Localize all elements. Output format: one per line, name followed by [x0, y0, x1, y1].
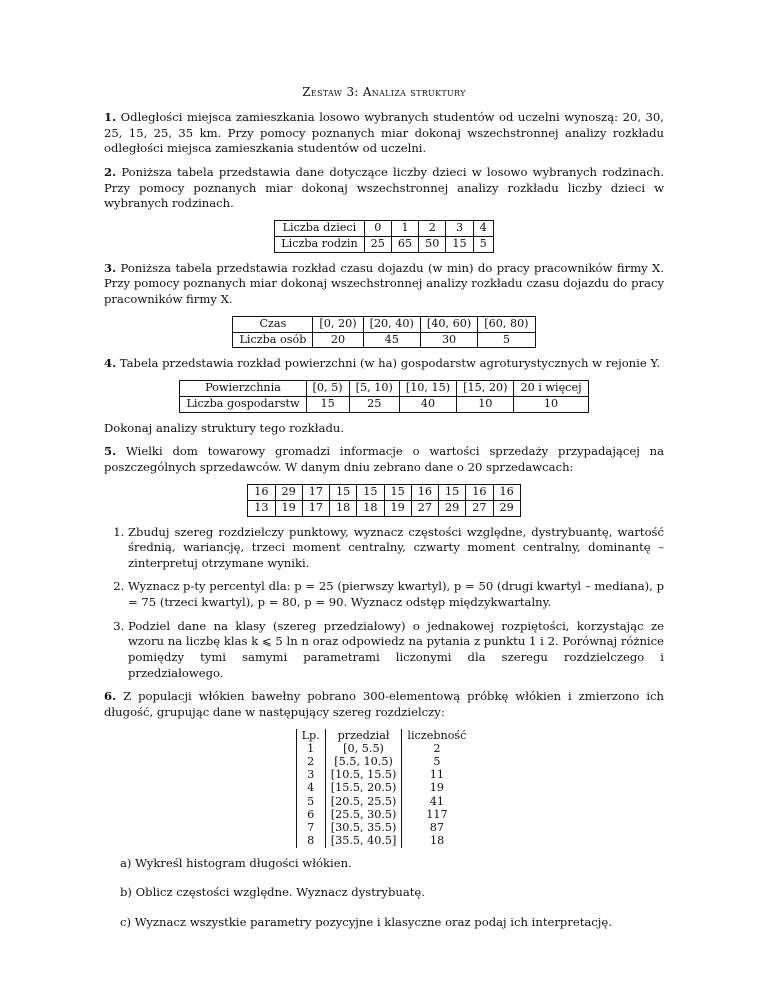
row-label: Liczba rodzin — [275, 236, 364, 252]
task-text: Tabela przedstawia rozkład powierzchni (w ha) gospodarstw agroturystycznych w rejonie Y. — [119, 356, 661, 371]
table-cell: 16 — [248, 484, 275, 500]
table-cell: 0 — [364, 221, 391, 237]
table-cell: [20.5, 25.5) — [325, 795, 402, 808]
row-label: Czas — [233, 316, 313, 332]
task-number: 3. — [104, 260, 117, 275]
table-cell: 5 — [478, 332, 535, 348]
table-cell: 20 i więcej — [514, 381, 588, 397]
table-cell: 29 — [439, 500, 466, 516]
task-number: 5. — [104, 444, 117, 459]
table-cell: [60, 80) — [478, 316, 535, 332]
table-cell: [15.5, 20.5) — [325, 781, 402, 794]
table-cell: [30.5, 35.5) — [325, 821, 402, 834]
row-label: Liczba dzieci — [275, 221, 364, 237]
task-6-subtasks — [104, 856, 664, 931]
table-cell: 19 — [384, 500, 411, 516]
table-row — [296, 781, 472, 794]
table-cell: [35.5, 40.5] — [325, 834, 402, 847]
task-5-subtasks — [104, 525, 664, 682]
table-cell: 27 — [411, 500, 438, 516]
table-cell: 27 — [466, 500, 493, 516]
table-row — [275, 236, 494, 252]
task-text: Poniższa tabela przedstawia dane dotyczące liczby dzieci w losowo wybranych rodzinach. Przy pomocy poznanych miar dokonaj wszechstronnej analizy rozkładu liczby dzieci w wybranych rodzinach. — [104, 165, 665, 211]
table-cell: 87 — [429, 821, 445, 835]
table-row — [296, 755, 472, 768]
task-text: Poniższa tabela przedstawia rozkład czasu dojazdu (w min) do pracy pracowników firmy X. Przy pomocy poznanych miar dokonaj wszechstronnej analizy rozkładu czasu dojazdu do pracy pracowników firmy X. — [104, 260, 664, 307]
table-cell: 18 — [357, 500, 384, 516]
row-label: Liczba gospodarstw — [180, 396, 306, 412]
list-item — [120, 915, 664, 931]
table-cell: [0, 5.5) — [325, 742, 402, 755]
table-cell: 16 — [466, 484, 493, 500]
list-item — [120, 885, 664, 901]
table-cell: 8 — [296, 834, 325, 847]
table-header-row — [296, 729, 472, 742]
table-row — [180, 381, 588, 397]
table-cell: 18 — [430, 834, 445, 848]
task-number: 4. — [104, 356, 117, 371]
table-cell: 25 — [364, 236, 391, 252]
task-number: 1. — [104, 110, 117, 125]
table-cell: [10.5, 15.5) — [325, 768, 402, 781]
table-cell: 1 — [296, 742, 325, 755]
table-cell: 41 — [429, 794, 445, 808]
farm-area-table — [179, 380, 588, 413]
table-row — [296, 821, 472, 834]
row-label: Powierzchnia — [180, 381, 306, 397]
commute-table — [232, 316, 535, 349]
table-cell: 40 — [399, 396, 456, 412]
table-cell: 18 — [330, 500, 357, 516]
table-cell: 3 — [296, 768, 325, 781]
page-title: Zestaw 3: Analiza struktury — [302, 85, 466, 99]
table-cell: 4 — [296, 781, 325, 794]
table-cell: 2 — [419, 221, 446, 237]
table-cell: 1 — [391, 221, 418, 237]
table-cell: 5 — [473, 236, 493, 252]
table-cell: [0, 20) — [313, 316, 363, 332]
table-cell: 19 — [275, 500, 302, 516]
table-cell: 16 — [411, 484, 438, 500]
task-text: Z populacji włókien bawełny pobrano 300-elementową próbkę włókien i zmierzono ich długość, grupując dane w następujący szereg rozdzielczy: — [104, 689, 664, 719]
table-row — [233, 316, 535, 332]
item-text: Wykreśl histogram długości włókien. — [135, 855, 352, 870]
table-row — [296, 808, 472, 821]
table-row — [248, 500, 521, 516]
table-cell: 16 — [493, 484, 520, 500]
table-row — [296, 795, 472, 808]
task-number: 6. — [104, 689, 117, 704]
table-cell: 3 — [446, 221, 473, 237]
table-cell: 15 — [446, 236, 473, 252]
task-text: Odległości miejsca zamieszkania losowo wybranych studentów od uczelni wynoszą: 20, 30, 25, 15, 25, 35 km. Przy pomocy poznanych miar dokonaj wszechstronnej analizy rozkładu odległości miejsca zamieszkania studentów od uczelni. — [104, 110, 664, 156]
table-cell: 15 — [439, 484, 466, 500]
item-marker: c) — [120, 914, 132, 929]
table-cell: [40, 60) — [420, 316, 477, 332]
table-row — [296, 768, 472, 781]
task-3 — [104, 261, 664, 308]
table-cell: [5, 10) — [349, 381, 399, 397]
table-row — [233, 332, 535, 348]
task-5 — [104, 444, 664, 475]
table-cell: [25.5, 30.5) — [325, 808, 402, 821]
table-cell: [5.5, 10.5) — [325, 755, 402, 768]
task-number: 2. — [104, 165, 117, 180]
table-cell: 11 — [429, 768, 445, 782]
table-cell: 10 — [514, 396, 588, 412]
table-cell: 19 — [429, 781, 445, 795]
table-row — [180, 396, 588, 412]
row-label: Liczba osób — [233, 332, 313, 348]
table-cell: 6 — [296, 808, 325, 821]
table-cell: 17 — [302, 484, 329, 500]
table-cell: 7 — [296, 821, 325, 834]
table-cell: 20 — [313, 332, 363, 348]
task-6 — [104, 689, 664, 720]
table-row — [296, 834, 472, 847]
table-cell: 13 — [248, 500, 275, 516]
table-cell: 17 — [302, 500, 329, 516]
table-cell: [20, 40) — [363, 316, 420, 332]
table-cell: 15 — [330, 484, 357, 500]
table-cell: 2 — [296, 755, 325, 768]
column-header: przedział — [325, 729, 402, 742]
task-4-followup: Dokonaj analizy struktury tego rozkładu. — [104, 420, 345, 435]
table-row — [275, 221, 494, 237]
table-cell: 15 — [306, 396, 349, 412]
table-cell: 5 — [296, 795, 325, 808]
task-text: Wielki dom towarowy gromadzi informacje o wartości sprzedaży przypadającej na poszczególnych sprzedawców. W danym dniu zebrano dane o 20 sprzedawcach: — [104, 444, 664, 475]
list-item: 2. Wyznacz p-ty percentyl dla: p = 25 (pierwszy kwartyl), p = 50 (drugi kwartyl – mediana), p = 75 (trzeci kwartyl), p = 80, p = 90. Wyznacz odstęp międzykwartalny. — [128, 579, 664, 610]
table-cell: 5 — [433, 755, 441, 768]
column-header: liczebność — [407, 728, 467, 742]
table-cell: 29 — [275, 484, 302, 500]
item-marker: b) — [120, 885, 132, 900]
item-marker: a) — [120, 855, 132, 870]
fiber-length-table — [296, 729, 473, 848]
children-table — [274, 220, 494, 253]
table-cell: 30 — [420, 332, 477, 348]
table-cell: 15 — [384, 484, 411, 500]
table-cell: 25 — [349, 396, 399, 412]
document-page — [104, 84, 664, 944]
table-cell: 29 — [493, 500, 520, 516]
list-item — [120, 856, 664, 872]
item-text: Wyznacz wszystkie parametry pozycyjne i klasyczne oraz podaj ich interpretację. — [134, 914, 612, 929]
table-row — [248, 484, 521, 500]
table-cell: 45 — [363, 332, 420, 348]
table-cell: [15, 20) — [457, 381, 514, 397]
table-cell: 50 — [419, 236, 446, 252]
table-cell: 10 — [457, 396, 514, 412]
task-1 — [104, 110, 664, 157]
table-cell: 65 — [391, 236, 418, 252]
column-header: Lp. — [296, 729, 325, 742]
task-4 — [104, 356, 664, 372]
table-row — [296, 742, 472, 755]
list-item: 3. Podziel dane na klasy (szereg przedziałowy) o jednakowej rozpiętości, korzystając ze wzoru na liczbę klas k ⩽ 5 ln n oraz odpowiedz na pytania z punktu 1 i 2. Porównaj różnice pomiędzy tymi samymi parametrami liczonymi dla szeregu rozdzielczego i przedziałowego. — [128, 619, 664, 682]
sales-table — [247, 484, 521, 517]
table-cell: 4 — [473, 221, 493, 237]
table-cell: [0, 5) — [306, 381, 349, 397]
table-cell: 15 — [357, 484, 384, 500]
task-2 — [104, 165, 664, 212]
list-item: 1. Zbuduj szereg rozdzielczy punktowy, wyznacz częstości względne, dystrybuantę, wartość średnią, wariancję, trzeci moment centralny, czwarty moment centralny, dominantę – zinterpretuj otrzymane wyniki. — [128, 525, 664, 572]
table-cell: 2 — [433, 741, 441, 755]
table-cell: [10, 15) — [399, 381, 456, 397]
item-text: Oblicz częstości względne. Wyznacz dystrybuatę. — [135, 885, 425, 900]
table-cell: 117 — [426, 807, 448, 821]
